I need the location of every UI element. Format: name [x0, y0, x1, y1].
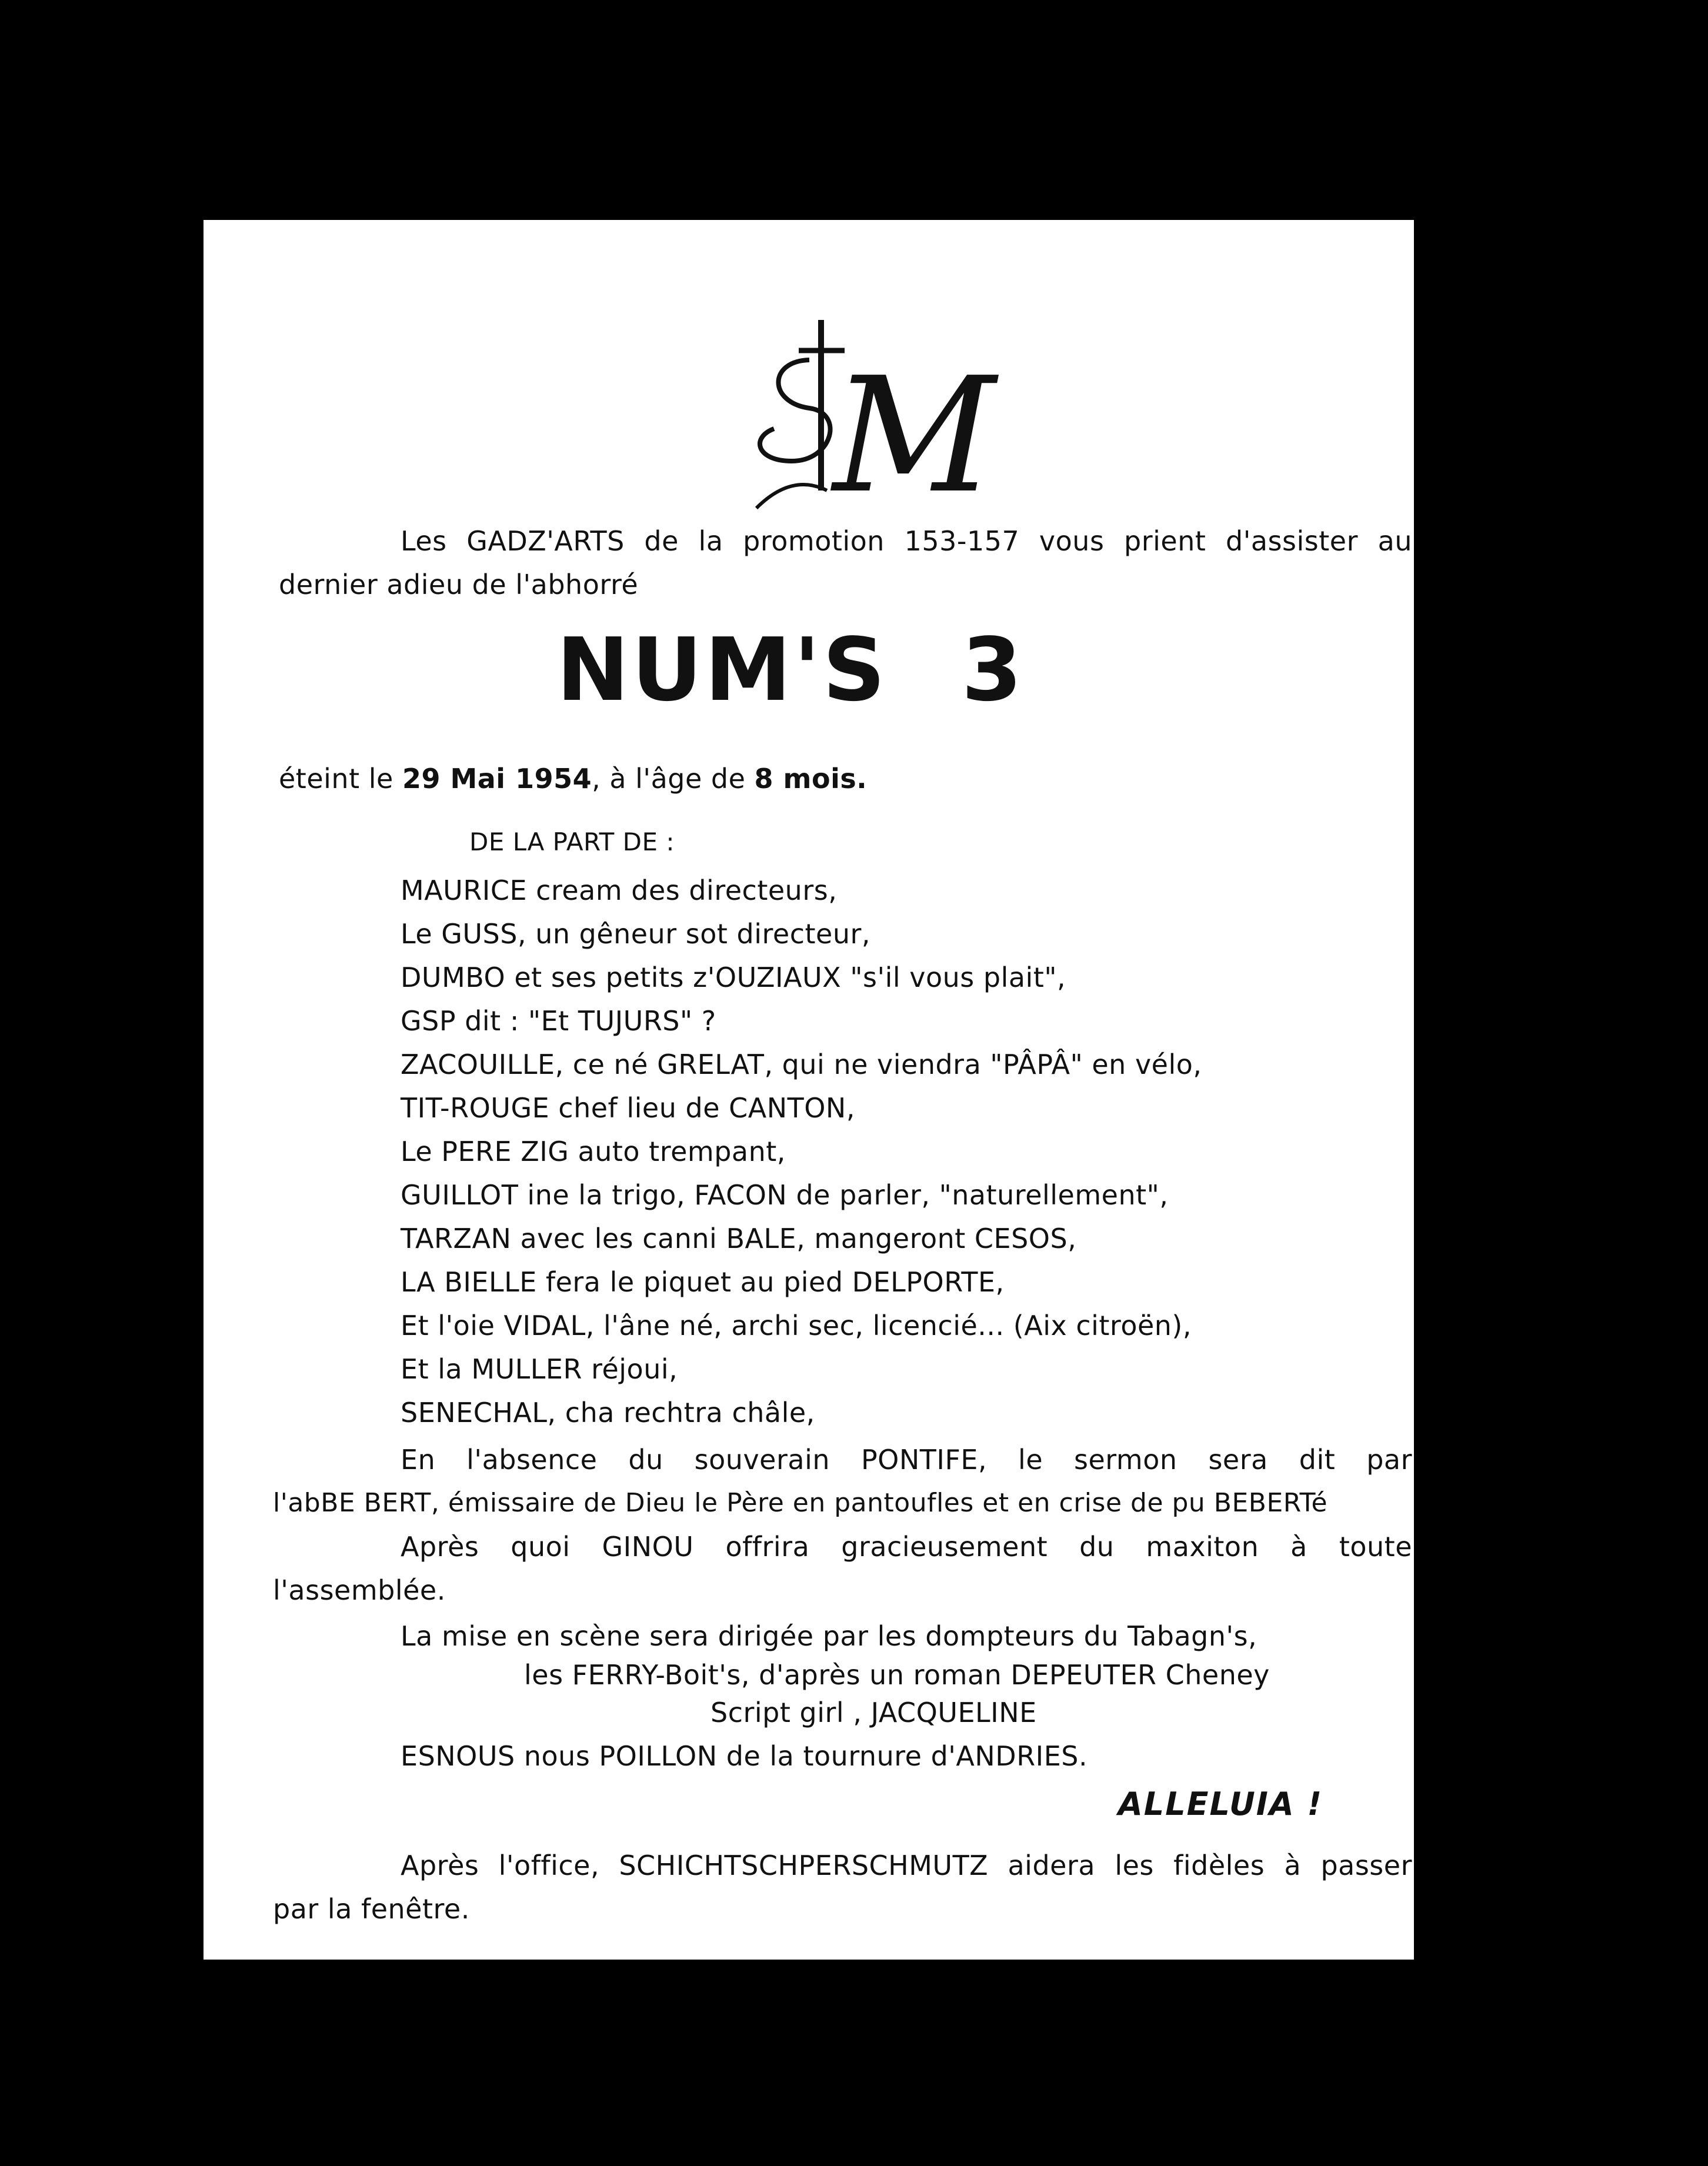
signatory-line: Le GUSS, un gêneur sot directeur, — [401, 918, 871, 950]
after-line-2: l'assemblée. — [273, 1574, 446, 1606]
death-line — [279, 762, 867, 795]
staging-line-3: Script girl , JACQUELINE — [710, 1697, 1037, 1728]
signatory-line: Et la MULLER réjoui, — [401, 1353, 678, 1385]
signatory-line: Le PERE ZIG auto trempant, — [401, 1136, 786, 1167]
signatory-line: Et l'oie VIDAL, l'âne né, archi sec, licencié... (Aix citroën), — [401, 1310, 1192, 1341]
death-prefix: éteint le — [279, 763, 402, 795]
closing-line-1: Après l'office, SCHICHTSCHPERSCHMUTZ aidera les fidèles à passer — [401, 1850, 1412, 1881]
staging-line-2: les FERRY-Boit's, d'après un roman DEPEUTER Cheney — [524, 1659, 1270, 1691]
from-label: DE LA PART DE : — [469, 827, 675, 856]
signatory-line: ZACOUILLE, ce né GRELAT, qui ne viendra "PÂPÂ" en vélo, — [401, 1049, 1202, 1080]
signatory-line: MAURICE cream des directeurs, — [401, 875, 838, 906]
header-line-2: dernier adieu de l'abhorré — [279, 569, 639, 600]
signatory-line: TARZAN avec les canni BALE, mangeront CESOS, — [401, 1223, 1077, 1254]
death-age: 8 mois. — [754, 763, 868, 795]
death-date: 29 Mai 1954 — [402, 763, 592, 795]
closing-line-2: par la fenêtre. — [273, 1893, 470, 1925]
signatory-line: LA BIELLE fera le piquet au pied DELPORTE, — [401, 1266, 1005, 1298]
staging-line-1: La mise en scène sera dirigée par les dompteurs du Tabagn's, — [401, 1620, 1257, 1652]
signatory-line: GSP dit : "Et TUJURS" ? — [401, 1005, 716, 1037]
deceased-name-title: NUM'S 3 — [556, 619, 1025, 720]
cross-monogram-icon — [745, 314, 996, 528]
signatory-line: SENECHAL, cha rechtra châle, — [401, 1397, 815, 1429]
sermon-line-1: En l'absence du souverain PONTIFE, le sermon sera dit par — [401, 1444, 1412, 1476]
staging-line-4: ESNOUS nous POILLON de la tournure d'ANDRIES. — [401, 1740, 1088, 1772]
signatory-line: DUMBO et ses petits z'OUZIAUX "s'il vous plait", — [401, 962, 1066, 993]
after-line-1: Après quoi GINOU offrira gracieusement du maxiton à toute — [401, 1531, 1412, 1563]
header-line-1: Les GADZ'ARTS de la promotion 153-157 vous prient d'assister au — [401, 525, 1412, 557]
signatory-line: GUILLOT ine la trigo, FACON de parler, "naturellement", — [401, 1179, 1169, 1211]
svg-text:M: M — [833, 343, 996, 528]
alleluia-exclamation: ALLELUIA ! — [1118, 1785, 1323, 1823]
sermon-line-2: l'abBE BERT, émissaire de Dieu le Père en pantoufles et en crise de pu BEBERTé — [273, 1488, 1328, 1518]
signatory-line: TIT-ROUGE chef lieu de CANTON, — [401, 1092, 855, 1124]
obituary-card — [204, 220, 1414, 1960]
death-middle: , à l'âge de — [592, 763, 755, 795]
